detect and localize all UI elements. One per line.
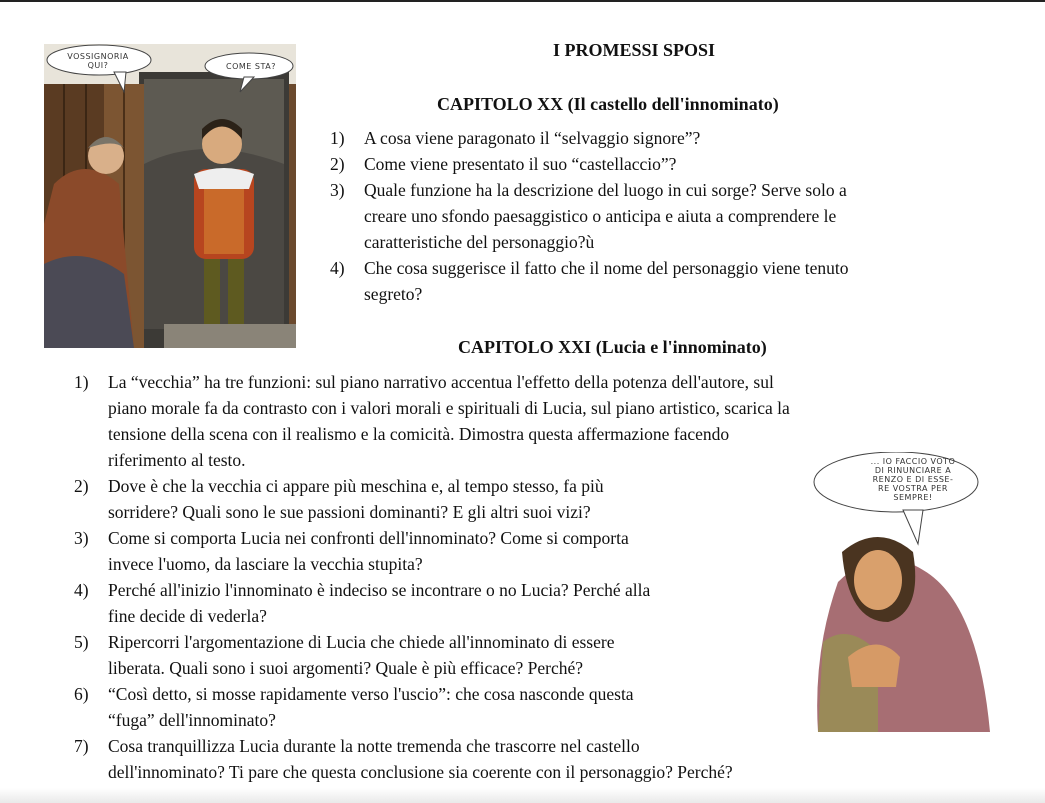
question-line: piano morale fa da contrasto con i valori morali e spirituali di Lucia, sul piano artistico, scarica la — [108, 398, 790, 418]
question-line: Ripercorri l'argomentazione di Lucia che chiede all'innominato di essere — [108, 632, 615, 652]
comic1-bubble-left — [52, 52, 144, 70]
question-number: 4) — [330, 258, 345, 278]
question-line: A cosa viene paragonato il “selvaggio signore”? — [364, 128, 701, 148]
bubble-line: DI RINUNCIARE A — [874, 466, 952, 475]
question-number: 6) — [74, 684, 89, 704]
question-line: Quale funzione ha la descrizione del luogo in cui sorge? Serve solo a — [364, 180, 847, 200]
question-line: riferimento al testo. — [108, 450, 246, 470]
bubble-line: QUI? — [87, 61, 109, 70]
bubble-line: RENZO E DI ESSE- — [872, 475, 954, 484]
question-number: 2) — [74, 476, 89, 496]
chapter-xx-heading: CAPITOLO XX (Il castello dell'innominato) — [437, 94, 779, 114]
question-line: Dove è che la vecchia ci appare più meschina e, al tempo stesso, fa più — [108, 476, 604, 496]
comic1-bubble-right: COME STA? — [226, 62, 276, 71]
question-line: sorridere? Quali sono le sue passioni dominanti? E gli altri suoi vizi? — [108, 502, 591, 522]
comic2-bubble — [830, 457, 996, 502]
question-number: 4) — [74, 580, 89, 600]
question-line: segreto? — [364, 284, 423, 304]
bubble-line: RE VOSTRA PER — [878, 484, 948, 493]
comic-illustration-castle-door — [44, 44, 296, 348]
bubble-line: SEMPRE! — [893, 493, 933, 502]
bubble-line: ... IO FACCIO VOTO — [870, 457, 956, 466]
question-line: Cosa tranquillizza Lucia durante la notte tremenda che trascorre nel castello — [108, 736, 640, 756]
question-line: tensione della scena con il realismo e la comicità. Dimostra questa affermazione facendo — [108, 424, 730, 444]
top-border — [0, 0, 1045, 2]
question-line: Che cosa suggerisce il fatto che il nome del personaggio viene tenuto — [364, 258, 849, 278]
question-number: 3) — [330, 180, 345, 200]
bubble-line: VOSSIGNORIA — [67, 52, 129, 61]
bottom-edge — [0, 788, 1045, 803]
question-line: Come viene presentato il suo “castellaccio”? — [364, 154, 677, 174]
question-number: 1) — [330, 128, 345, 148]
question-line: “fuga” dell'innominato? — [108, 710, 276, 730]
question-number: 7) — [74, 736, 89, 756]
question-number: 1) — [74, 372, 89, 392]
question-line: invece l'uomo, da lasciare la vecchia stupita? — [108, 554, 423, 574]
question-line: creare uno sfondo paesaggistico o anticipa e aiuta a comprendere le — [364, 206, 837, 226]
question-line: Come si comporta Lucia nei confronti dell'innominato? Come si comporta — [108, 528, 629, 548]
question-number: 2) — [330, 154, 345, 174]
question-number: 5) — [74, 632, 89, 652]
question-line: Perché all'inizio l'innominato è indeciso se incontrare o no Lucia? Perché alla — [108, 580, 651, 600]
question-number: 3) — [74, 528, 89, 548]
question-line: fine decide di vederla? — [108, 606, 267, 626]
chapter-xxi-heading: CAPITOLO XXI (Lucia e l'innominato) — [458, 337, 767, 357]
question-line: La “vecchia” ha tre funzioni: sul piano narrativo accentua l'effetto della potenza dell'autore, sul — [108, 372, 774, 392]
page-title: I PROMESSI SPOSI — [553, 40, 716, 60]
question-line: “Così detto, si mosse rapidamente verso l'uscio”: che cosa nasconde questa — [108, 684, 634, 704]
question-line: dell'innominato? Ti pare che questa conclusione sia coerente con il personaggio? Perché? — [108, 762, 733, 782]
question-line: liberata. Quali sono i suoi argomenti? Quale è più efficace? Perché? — [108, 658, 584, 678]
question-line: caratteristiche del personaggio?ù — [364, 232, 595, 252]
